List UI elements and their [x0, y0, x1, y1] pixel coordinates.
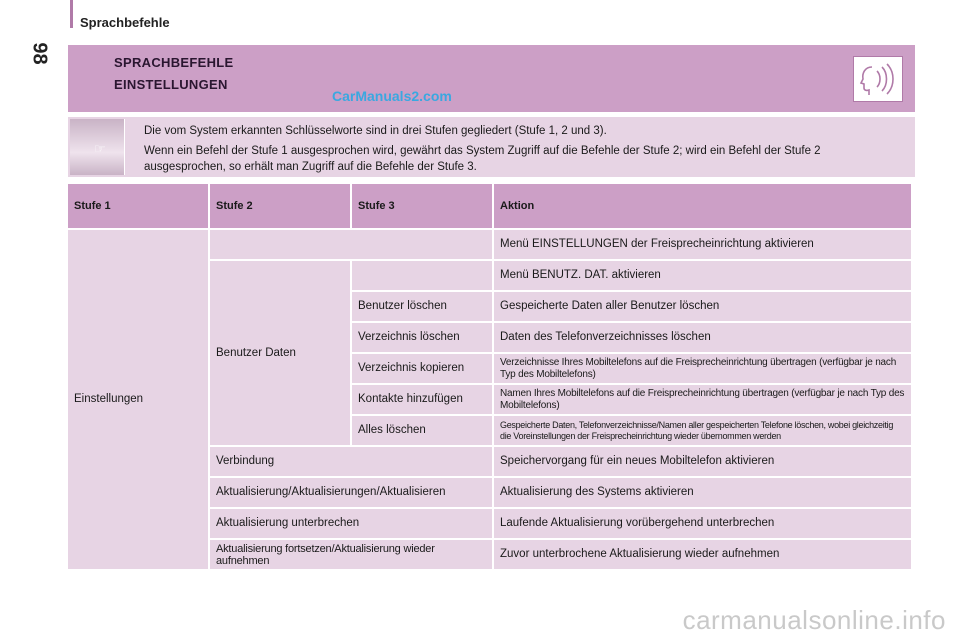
banner-title: SPRACHBEFEHLE [114, 55, 234, 70]
level3-cell: Benutzer löschen [352, 292, 492, 321]
command-table [66, 182, 913, 571]
action-cell: Verzeichnisse Ihres Mobiltelefons auf die Freisprecheinrichtung übertragen (verfügbar je nach Typ des Mobiltelefons) [494, 354, 911, 383]
watermark-link[interactable]: CarManuals2.com [332, 88, 452, 104]
action-cell: Menü BENUTZ. DAT. aktivieren [494, 261, 911, 290]
voice-command-icon [853, 56, 903, 102]
title-banner [68, 45, 915, 112]
level3-cell: Verzeichnis kopieren [352, 354, 492, 383]
level2-cell: Aktualisierung/Aktualisierungen/Aktualisieren [210, 478, 492, 507]
level3-cell: Kontakte hinzufügen [352, 385, 492, 414]
header-stufe-1: Stufe 1 [68, 184, 208, 228]
table-header-row [68, 184, 911, 228]
level2-cell: Aktualisierung fortsetzen/Aktualisierung wieder aufnehmen [210, 540, 492, 569]
header-stufe-3: Stufe 3 [352, 184, 492, 228]
header-aktion: Aktion [494, 184, 911, 228]
level1-einstellungen: Einstellungen [68, 230, 208, 569]
action-cell: Gespeicherte Daten aller Benutzer löschen [494, 292, 911, 321]
action-cell: Menü EINSTELLUNGEN der Freisprecheinrichtung aktivieren [494, 230, 911, 259]
info-icon: ☞ [70, 119, 125, 175]
section-marker-bar [70, 0, 73, 28]
level3-cell: Alles löschen [352, 416, 492, 445]
intro-box [68, 117, 915, 177]
level2-benutzer-daten: Benutzer Daten [210, 261, 350, 445]
page-number: 98 [28, 42, 51, 65]
footer-watermark: carmanualsonline.info [682, 605, 946, 635]
section-title: Sprachbefehle [80, 15, 170, 30]
intro-paragraph-2: Wenn ein Befehl der Stufe 1 ausgesprochen wird, gewährt das System Zugriff auf die Befehle der Stufe 2; wird ein Befehl der Stufe 2 ausgesprochen, so erhält man Zugriff auf die Befehle der Stufe 3. [144, 145, 821, 173]
action-cell: Aktualisierung des Systems aktivieren [494, 478, 911, 507]
banner-subtitle: EINSTELLUNGEN [114, 77, 228, 92]
empty-cell [352, 261, 492, 290]
level2-cell: Verbindung [210, 447, 492, 476]
header-stufe-2: Stufe 2 [210, 184, 350, 228]
action-cell: Namen Ihres Mobiltelefons auf die Freisprecheinrichtung übertragen (verfügbar je nach Typ des Mobiltelefons) [494, 385, 911, 414]
intro-paragraph-1: Die vom System erkannten Schlüsselworte sind in drei Stufen gegliedert (Stufe 1, 2 und 3). [144, 125, 607, 137]
action-cell: Gespeicherte Daten, Telefonverzeichnisse/Namen aller gespeicherten Telefone löschen, wobei gleichzeitig die Voreinstellungen der Freisprecheinrichtung wieder übernommen werden [494, 416, 911, 445]
action-cell: Zuvor unterbrochene Aktualisierung wieder aufnehmen [494, 540, 911, 569]
table-row [68, 230, 911, 259]
action-cell: Laufende Aktualisierung vorübergehend unterbrechen [494, 509, 911, 538]
action-cell: Daten des Telefonverzeichnisses löschen [494, 323, 911, 352]
action-cell: Speichervorgang für ein neues Mobiltelefon aktivieren [494, 447, 911, 476]
level2-cell: Aktualisierung unterbrechen [210, 509, 492, 538]
empty-cell [210, 230, 492, 259]
level3-cell: Verzeichnis löschen [352, 323, 492, 352]
